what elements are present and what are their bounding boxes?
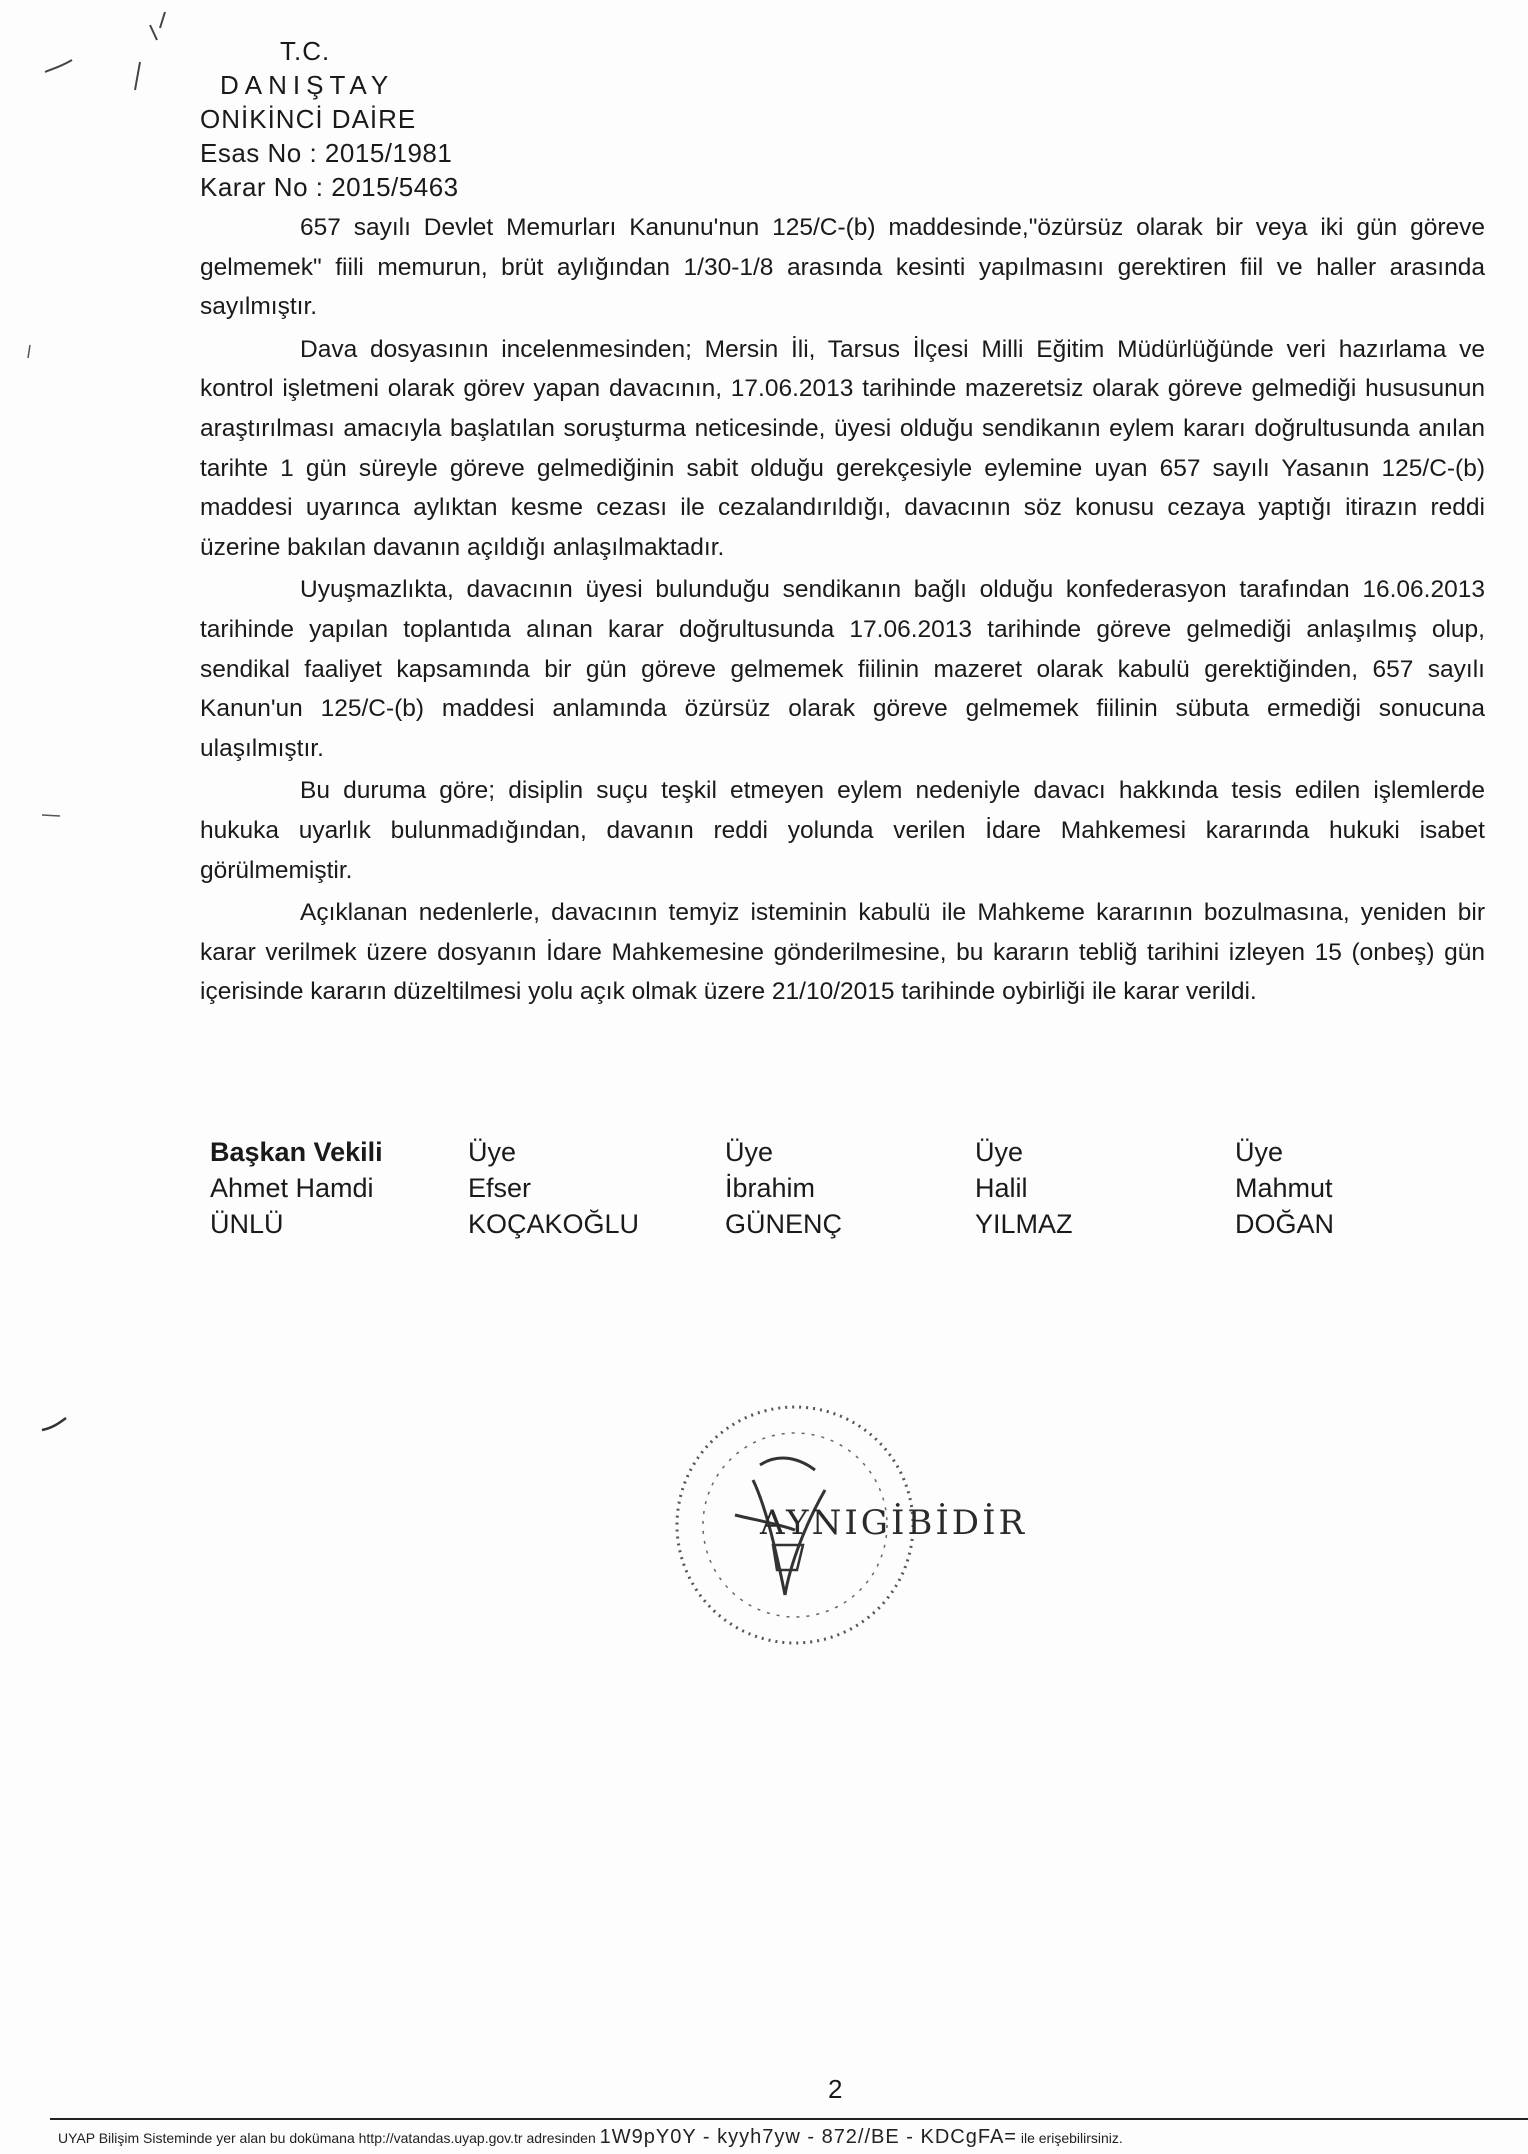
signature-first-name: Halil: [975, 1173, 1028, 1203]
signature-last-name: KOÇAKOĞLU: [468, 1209, 640, 1239]
paragraph-law-provision: 657 sayılı Devlet Memurları Kanunu'nun 125/C-(b) maddesinde,"özürsüz olarak bir veya iki gün göreve gelmemek" fiili memurun, brüt aylığından 1/30-1/8 arasında kesinti yapılmasını gerektiren fiil ve haller arasında sayılmıştır.: [200, 214, 1485, 321]
header-court-name: DANIŞTAY: [220, 70, 395, 100]
signature-member-4: [1235, 1134, 1334, 1242]
seal-stamp-text: AYNIGİBİDİR: [760, 1503, 1028, 1543]
footer-verification-code: 1W9pY0Y - kyyh7yw - 872//BE - KDCgFA=: [599, 2126, 1017, 2148]
paragraph-assessment: Bu duruma göre; disiplin suçu teşkil etmeyen eylem nedeniyle davacı hakkında tesis edilen işlemlerde hukuka uyarlık bulunmadığından, davanın reddi yolunda verilen İdare Mahkemesi kararında hukuki isabet görülmemiştir.: [200, 777, 1485, 884]
decision-body: [200, 208, 1485, 1015]
signature-last-name: YILMAZ: [975, 1209, 1073, 1239]
signature-last-name: ÜNLÜ: [210, 1209, 284, 1239]
document-header: [200, 34, 800, 204]
paragraph-case-file: Dava dosyasının incelenmesinden; Mersin İli, Tarsus İlçesi Milli Eğitim Müdürlüğünde veri hazırlama ve kontrol işletmeni olarak görev yapan davacının, 17.06.2013 tarihinde mazeretsiz olarak göreve gelmediği hususunun araştırılması amacıyla başlatılan soruşturma neticesinde, üyesi olduğu sendikanın eylem kararı doğrultusunda anılan tarihte 1 gün süreyle göreve gelmediğinin sabit olduğu gerekçesiyle eylemine uyan 657 sayılı Yasanın 125/C-(b) maddesi uyarınca aylıktan kesme cezası ile cezalandırıldığı, davacının söz konusu cezaya yaptığı itirazın reddi üzerine bakılan davanın açıldığı anlaşılmaktadır.: [200, 335, 1485, 561]
signature-first-name: Ahmet Hamdi: [210, 1173, 374, 1203]
signature-title: Üye: [975, 1137, 1024, 1167]
signature-member-2: [725, 1134, 842, 1242]
signature-last-name: DOĞAN: [1235, 1209, 1335, 1239]
footer-suffix: ile erişebilirsiniz.: [1020, 2130, 1123, 2146]
page-number: 2: [828, 2074, 843, 2104]
signature-last-name: GÜNENÇ: [725, 1209, 843, 1239]
signature-title: Üye: [468, 1137, 517, 1167]
signature-title: Başkan Vekili: [210, 1137, 383, 1167]
signature-first-name: Mahmut: [1235, 1173, 1333, 1203]
header-esas-no: Esas No : 2015/1981: [200, 138, 453, 168]
signature-president: [210, 1134, 383, 1242]
footer-divider: [50, 2118, 1528, 2120]
signature-title: Üye: [725, 1137, 774, 1167]
paragraph-dispute: Uyuşmazlıkta, davacının üyesi bulunduğu sendikanın bağlı olduğu konfederasyon tarafından 16.06.2013 tarihinde yapılan toplantıda alınan karar doğrultusunda 17.06.2013 tarihinde göreve gelmediği anlaşılmış olup, sendikal faaliyet kapsamında bir gün göreve gelmemek fiilinin mazeret olarak kabulü gerektiğinden, 657 sayılı Kanun'un 125/C-(b) maddesi anlamında özürsüz olarak göreve gelmemek fiilinin sübuta ermediği sonucuna ulaşılmıştır.: [200, 576, 1485, 762]
signature-first-name: İbrahim: [725, 1173, 816, 1203]
footer-text: UYAP Bilişim Sisteminde yer alan bu dokümana http://vatandas.uyap.gov.tr adresinden: [58, 2130, 596, 2146]
header-karar-no: Karar No : 2015/5463: [200, 172, 459, 202]
signature-block: [210, 1134, 1410, 1264]
signature-first-name: Efser: [468, 1173, 532, 1203]
footer-verification: [58, 2126, 1528, 2149]
header-chamber: ONİKİNCİ DAİRE: [200, 104, 417, 134]
signature-member-3: [975, 1134, 1073, 1242]
paragraph-ruling: Açıklanan nedenlerle, davacının temyiz isteminin kabulü ile Mahkeme kararının bozulmasına, yeniden bir karar verilmek üzere dosyanın İdare Mahkemesine gönderilmesine, bu kararın tebliğ tarihini izleyen 15 (onbeş) gün içerisinde kararın düzeltilmesi yolu açık olmak üzere 21/10/2015 tarihinde oybirliği ile karar verildi.: [200, 899, 1485, 1006]
signature-member-1: [468, 1134, 639, 1242]
header-tc: T.C.: [280, 36, 331, 66]
signature-title: Üye: [1235, 1137, 1284, 1167]
